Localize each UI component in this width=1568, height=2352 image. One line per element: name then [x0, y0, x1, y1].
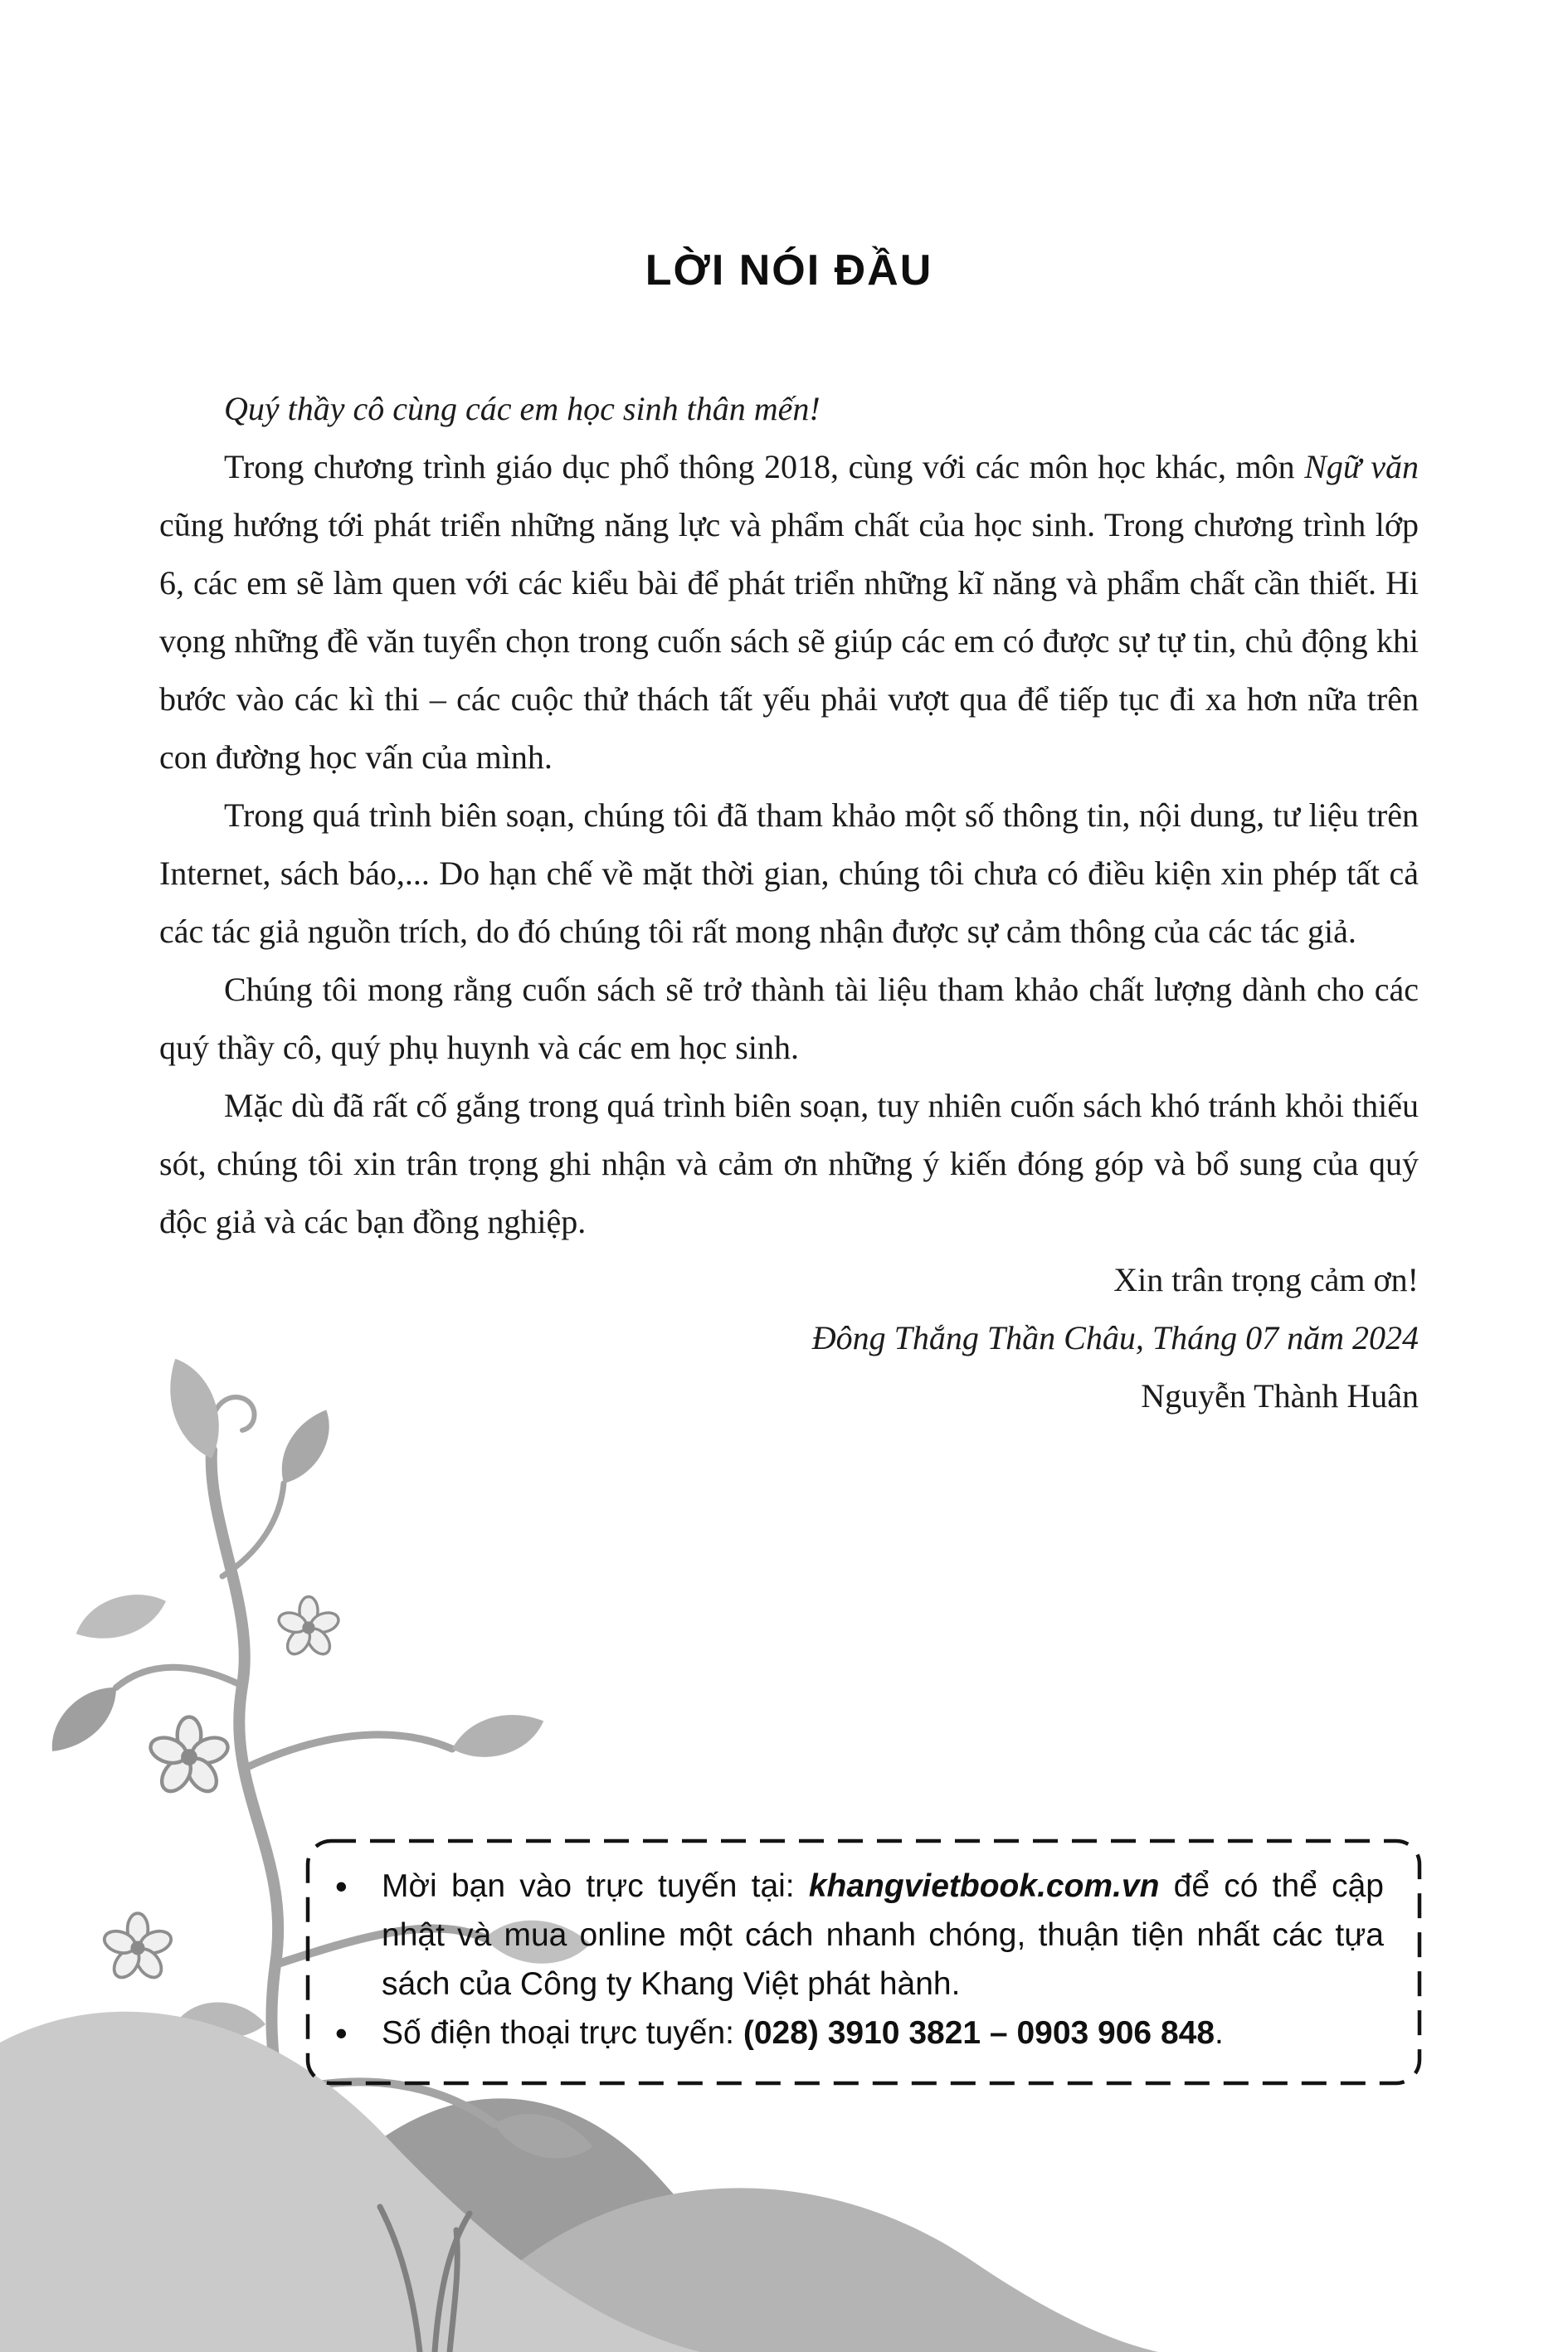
- page-title: LỜI NÓI ĐẦU: [645, 246, 933, 295]
- paragraph-4: Mặc dù đã rất cố gắng trong quá trình biên soạn, tuy nhiên cuốn sách khó tránh khỏi thiếu sót, chúng tôi xin trân trọng ghi nhận và cảm ơn những ý kiến đóng góp và bổ sung của quý độc giả và các bạn đồng nghiệp.: [159, 1087, 1419, 1240]
- publisher-info-box: [305, 1838, 1422, 2086]
- paragraph-1-text: Trong chương trình giáo dục phổ thông 2018, cùng với các môn học khác, môn: [224, 448, 1305, 485]
- bullet-icon: •: [335, 1867, 348, 1906]
- bullet-icon: •: [335, 2014, 348, 2053]
- phone-number: (028) 3910 3821 – 0903 906 848: [743, 2015, 1215, 2051]
- closing-thanks: Xin trân trọng cảm ơn!: [1113, 1261, 1419, 1298]
- paragraph-2: Trong quá trình biên soạn, chúng tôi đã tham khảo một số thông tin, nội dung, tư liệu trên Internet, sách báo,... Do hạn chế về mặt thời gian, chúng tôi chưa có điều kiện xin phép tất cả các tác giả nguồn trích, do đó chúng tôi rất mong nhận được sự cảm thông của các tác giả.: [159, 796, 1419, 950]
- flower-icon: [276, 1597, 341, 1658]
- salutation: Quý thầy cô cùng các em học sinh thân mến!: [224, 390, 821, 427]
- phone-info-prefix: Số điện thoại trực tuyến:: [382, 2015, 743, 2051]
- info-item-website: [335, 1862, 1384, 2009]
- phone-info-suffix: .: [1215, 2015, 1224, 2051]
- website-info-suffix: để có thể cập nhật và mua online một cách nhanh chóng, thuận tiện nhất các tựa sách của Công ty Khang Việt phát hành.: [382, 1868, 1384, 2002]
- flower-icon: [148, 1717, 231, 1797]
- website-text: khangvietbook.com.vn: [808, 1868, 1160, 1904]
- paragraph-1-text-cont: cũng hướng tới phát triển những năng lực và phẩm chất của học sinh. Trong chương trình lớp 6, các em sẽ làm quen với các kiểu bài để phát triển những kĩ năng và phẩm chất cần thiết. Hi vọng những đề văn tuyển chọn trong cuốn sách sẽ giúp các em có được sự tự tin, chủ động khi bước vào các kì thi – các cuộc thử thách tất yếu phải vượt qua để tiếp tục đi xa hơn nữa trên con đường học vấn của mình.: [159, 506, 1419, 776]
- author-name: Nguyễn Thành Huân: [1141, 1377, 1419, 1415]
- subject-name-italic: Ngữ văn: [1304, 448, 1419, 485]
- preface-content: [159, 246, 1419, 1425]
- paragraph-1: [159, 438, 1419, 786]
- website-info-text: [382, 1862, 1384, 2009]
- website-info-prefix: Mời bạn vào trực tuyến tại:: [382, 1868, 809, 1904]
- dateline: Đông Thắng Thần Châu, Tháng 07 năm 2024: [811, 1319, 1419, 1356]
- phone-info-text: [382, 2009, 1384, 2057]
- info-item-phone: [335, 2009, 1384, 2057]
- paragraph-3: Chúng tôi mong rằng cuốn sách sẽ trở thành tài liệu tham khảo chất lượng dành cho các quý thầy cô, quý phụ huynh và các em học sinh.: [159, 971, 1419, 1066]
- flower-icon: [101, 1913, 173, 1982]
